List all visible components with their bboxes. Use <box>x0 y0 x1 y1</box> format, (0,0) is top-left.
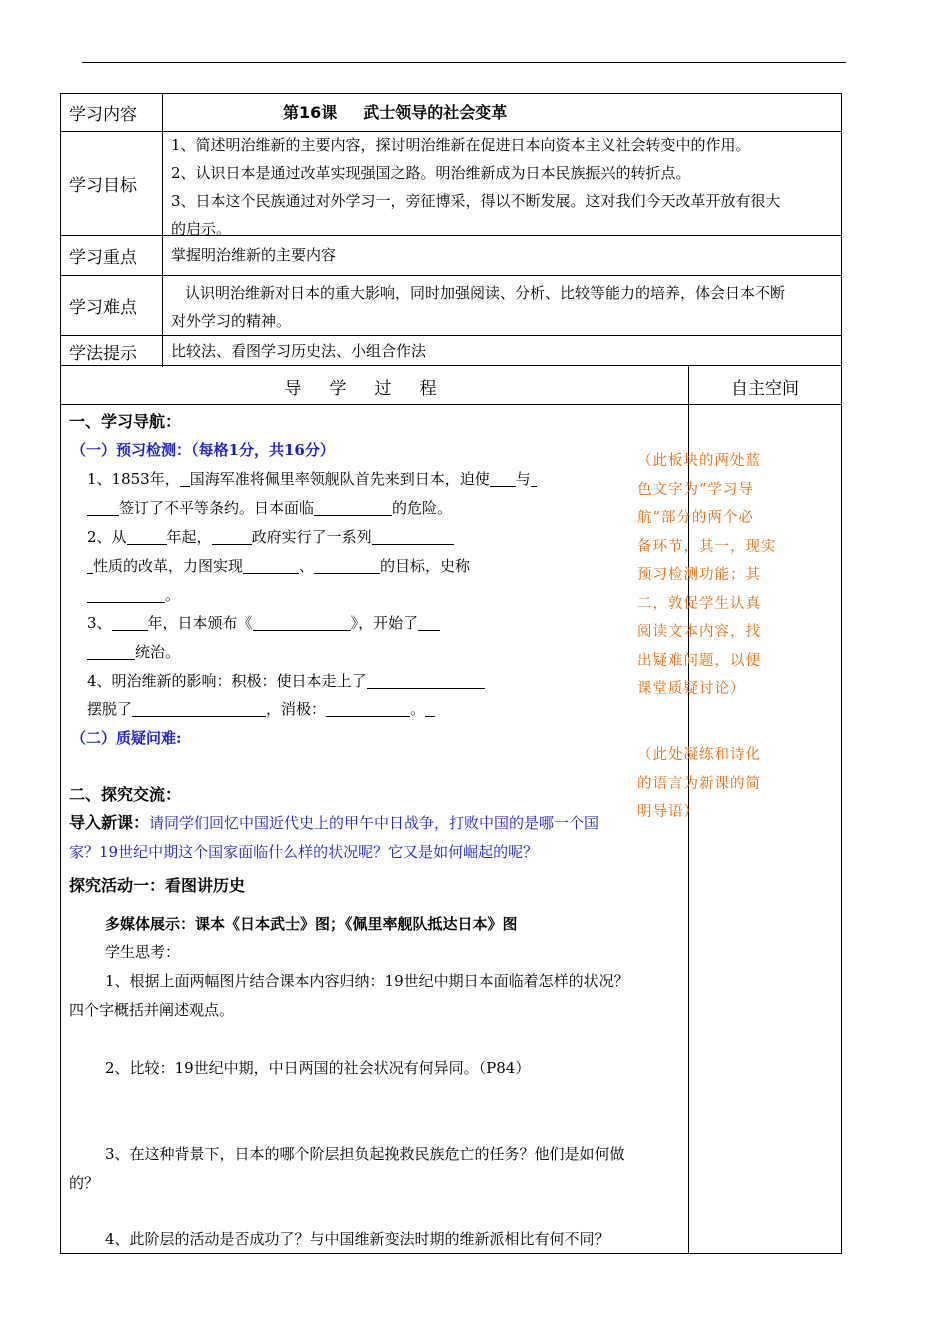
difficulty-a: 认识明治维新对日本的重大影响，同时加强阅读、分析、比较等能力的培养，体会日本不断 <box>185 284 786 302</box>
intro-text-a: 请同学们回忆中国近代史上的甲午中日战争，打败中国的是哪一个国 <box>149 814 600 832</box>
goal-2: 2、认识日本是通过改革实现强国之路。明治维新成为日本民族振兴的转折点。 <box>171 164 691 182</box>
key-point: 掌握明治维新的主要内容 <box>171 246 337 264</box>
question-4-line-2: 摆脱了 ，消极： 。 <box>87 698 435 720</box>
think-2: 2、比较：19世纪中期，中日两国的社会状况有何异同。（P84） <box>105 1059 531 1077</box>
think-1a: 1、根据上面两幅图片结合课本内容归纳：19世纪中期日本面临着怎样的状况？ <box>105 972 629 990</box>
lesson-header-table <box>60 93 842 366</box>
row-key <box>61 236 841 276</box>
top-rule <box>82 62 846 63</box>
section-1-heading: 一、学习导航： <box>69 412 182 431</box>
goal-1: 1、简述明治维新的主要内容，探讨明治维新在促进日本向资本主义社会转变中的作用。 <box>171 136 751 154</box>
question-1-line-1: 1、1853年， 国海军准将佩里率领舰队首先来到日本，迫使 与 <box>87 468 537 490</box>
questioning-heading: （二）质疑问难: <box>71 729 182 747</box>
think-3a: 3、在这种背景下，日本的哪个阶层担负起挽救民族危亡的任务？他们是如何做 <box>105 1145 625 1163</box>
preview-check-heading: （一）预习检测：（每格1分，共16分） <box>71 441 335 459</box>
intro-line-1 <box>69 812 599 834</box>
goal-3a: 3、日本这个民族通过对外学习一，旁征博采，得以不断发展。这对我们今天改革开放有很大 <box>171 192 781 210</box>
side-note-1: （此板块的两处蓝 色文字为“学习导 航”部分的两个必 备环节，其一，现实 预习检测功能；其 二，敦促学生认真 阅读文本内容，找 出疑难问题，以便 课堂质疑讨论） <box>637 453 777 697</box>
question-4-line-1: 4、明治维新的影响：积极：使日本走上了 <box>87 670 485 692</box>
heading-divider <box>61 404 841 405</box>
lesson-number: 第16课 <box>283 103 338 122</box>
question-3-line-2: 统治。 <box>87 641 180 663</box>
row-method <box>61 336 841 367</box>
question-1-line-2: 签订了不平等条约。日本面临 的危险。 <box>87 497 452 519</box>
goals-text <box>171 131 835 238</box>
activity-heading: 探究活动一：看图讲历史 <box>69 876 246 895</box>
think-4: 4、此阶层的活动是否成功了？与中国维新变法时期的维新派相比有何不同？ <box>105 1230 610 1248</box>
row-content <box>61 94 841 132</box>
intro-label: 导入新课： <box>69 813 150 832</box>
think-3b: 的？ <box>69 1174 100 1192</box>
label-goals: 学习目标 <box>61 132 163 235</box>
intro-line-2: 家？19世纪中期这个国家面临什么样的状况呢？它又是如何崛起的呢？ <box>69 843 539 861</box>
label-method: 学法提示 <box>61 336 163 367</box>
goal-3b: 的启示。 <box>171 220 232 238</box>
think-1b: 四个字概括并阐述观点。 <box>69 1001 235 1019</box>
difficulty-b: 对外学习的精神。 <box>171 312 292 330</box>
question-2-line-2: 性质的改革，力图实现 、 的目标，史称 <box>87 555 470 577</box>
lesson-title <box>283 100 533 123</box>
row-goals <box>61 132 841 236</box>
media-display: 多媒体展示：课本《日本武士》图；《佩里率舰队抵达日本》图 <box>105 915 518 933</box>
student-think: 学生思考： <box>105 943 181 961</box>
question-3-line-1: 3、 年，日本颁布《 》，开始了 <box>87 612 440 634</box>
label-key: 学习重点 <box>61 236 163 275</box>
label-content: 学习内容 <box>61 94 163 131</box>
label-difficulty: 学习难点 <box>61 276 163 335</box>
row-difficulty <box>61 276 841 336</box>
question-2-line-1: 2、从 年起， 政府实行了一系列 <box>87 526 454 548</box>
own-space-heading: 自主空间 <box>731 379 799 399</box>
method-text: 比较法、看图学习历史法、小组合作法 <box>171 342 427 360</box>
lesson-title-text: 武士领导的社会变革 <box>363 103 508 122</box>
difficulty-text <box>171 279 835 335</box>
section-2-heading: 二、探究交流： <box>69 785 182 804</box>
question-2-line-3: 。 <box>87 584 180 606</box>
guide-heading: 导学过程 <box>284 379 465 399</box>
side-note-2: （此处凝练和诗化 的语言为新课的简 明导语） <box>637 747 761 820</box>
